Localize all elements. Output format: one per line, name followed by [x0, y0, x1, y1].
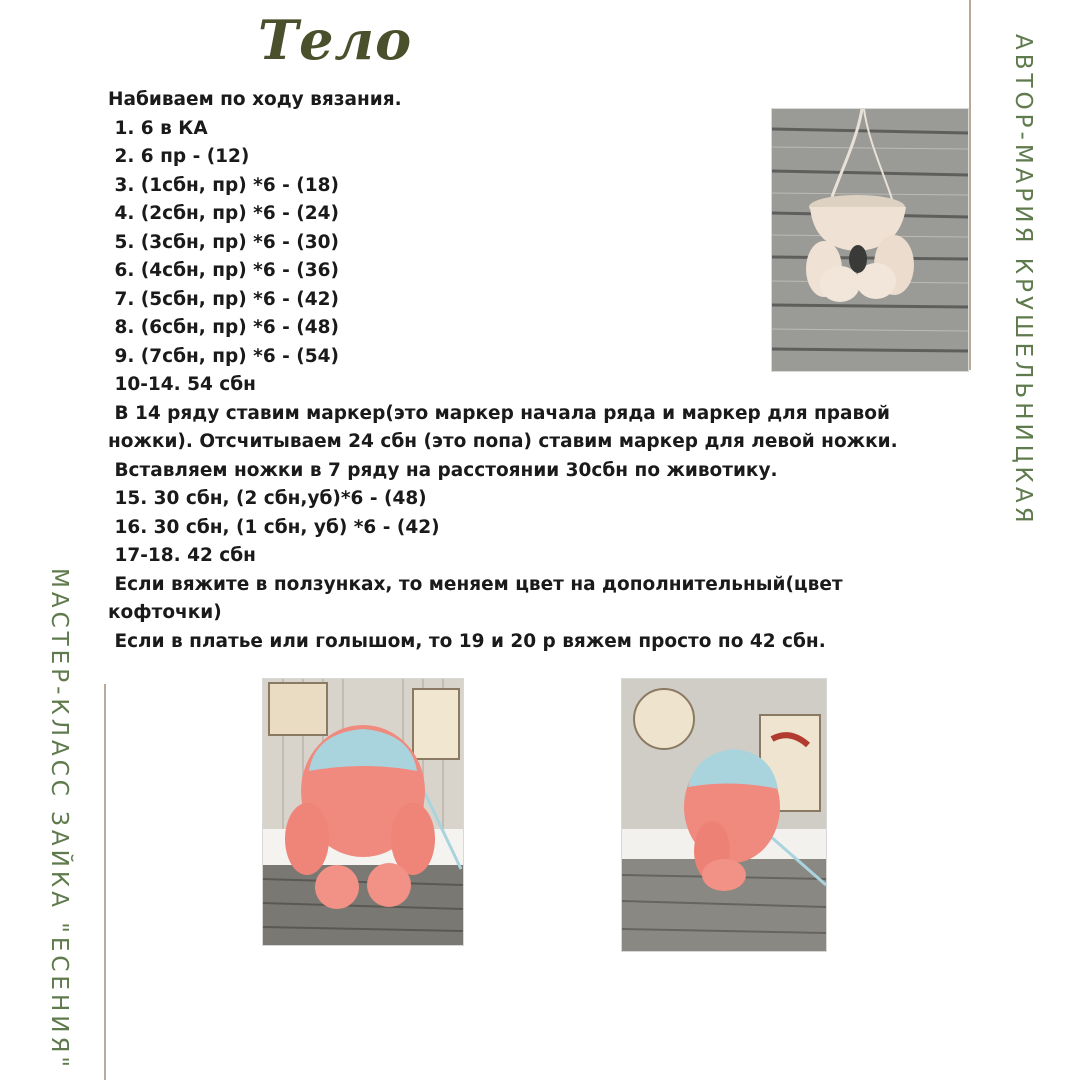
- photo-beige-body: [771, 108, 969, 372]
- instruction-line: 2. 6 пр - (12): [108, 146, 250, 167]
- instruction-line: 10-14. 54 сбн: [108, 374, 256, 395]
- instruction-line: 16. 30 сбн, (1 сбн, уб) *6 - (42): [108, 516, 440, 538]
- decorative-divider: [104, 684, 106, 1080]
- masterclass-label: МАСТЕР-КЛАСС ЗАЙКА "ЕСЕНИЯ": [46, 568, 72, 1071]
- instruction-line: 1. 6 в КА: [108, 117, 208, 139]
- instruction-line: Вставляем ножки в 7 ряду на расстоянии 30сбн по животику.: [108, 459, 778, 481]
- photo-pink-body-front: [262, 678, 464, 946]
- instruction-line: 5. (3сбн, пр) *6 - (30): [108, 231, 339, 253]
- instruction-line: 4. (2сбн, пр) *6 - (24): [108, 203, 339, 224]
- instruction-line: Набиваем по ходу вязания.: [108, 89, 402, 110]
- author-credit: АВТОР-МАРИЯ КРУШЕЛЬНИЦКАЯ: [1010, 34, 1036, 527]
- instruction-line: ножки). Отсчитываем 24 сбн (это попа) ставим маркер для левой ножки.: [108, 431, 898, 452]
- instruction-line: 17-18. 42 сбн: [108, 545, 256, 566]
- instruction-line: Если в платье или голышом, то 19 и 20 р вяжем просто по 42 сбн.: [108, 630, 826, 652]
- instruction-line: 3. (1сбн, пр) *6 - (18): [108, 174, 339, 196]
- photo-pink-body-side: [621, 678, 827, 952]
- instruction-line: кофточки): [108, 602, 222, 623]
- instruction-line: 15. 30 сбн, (2 сбн,уб)*6 - (48): [108, 488, 427, 509]
- page-title: Тело: [258, 8, 413, 72]
- instruction-line: 9. (7сбн, пр) *6 - (54): [108, 345, 339, 367]
- instruction-line: Если вяжите в ползунках, то меняем цвет на дополнительный(цвет: [108, 573, 843, 595]
- instruction-line: 7. (5сбн, пр) *6 - (42): [108, 288, 339, 310]
- instruction-line: 8. (6сбн, пр) *6 - (48): [108, 317, 339, 338]
- instruction-line: В 14 ряду ставим маркер(это маркер начала ряда и маркер для правой: [108, 402, 890, 424]
- instruction-line: 6. (4сбн, пр) *6 - (36): [108, 260, 339, 281]
- decorative-divider: [969, 0, 971, 370]
